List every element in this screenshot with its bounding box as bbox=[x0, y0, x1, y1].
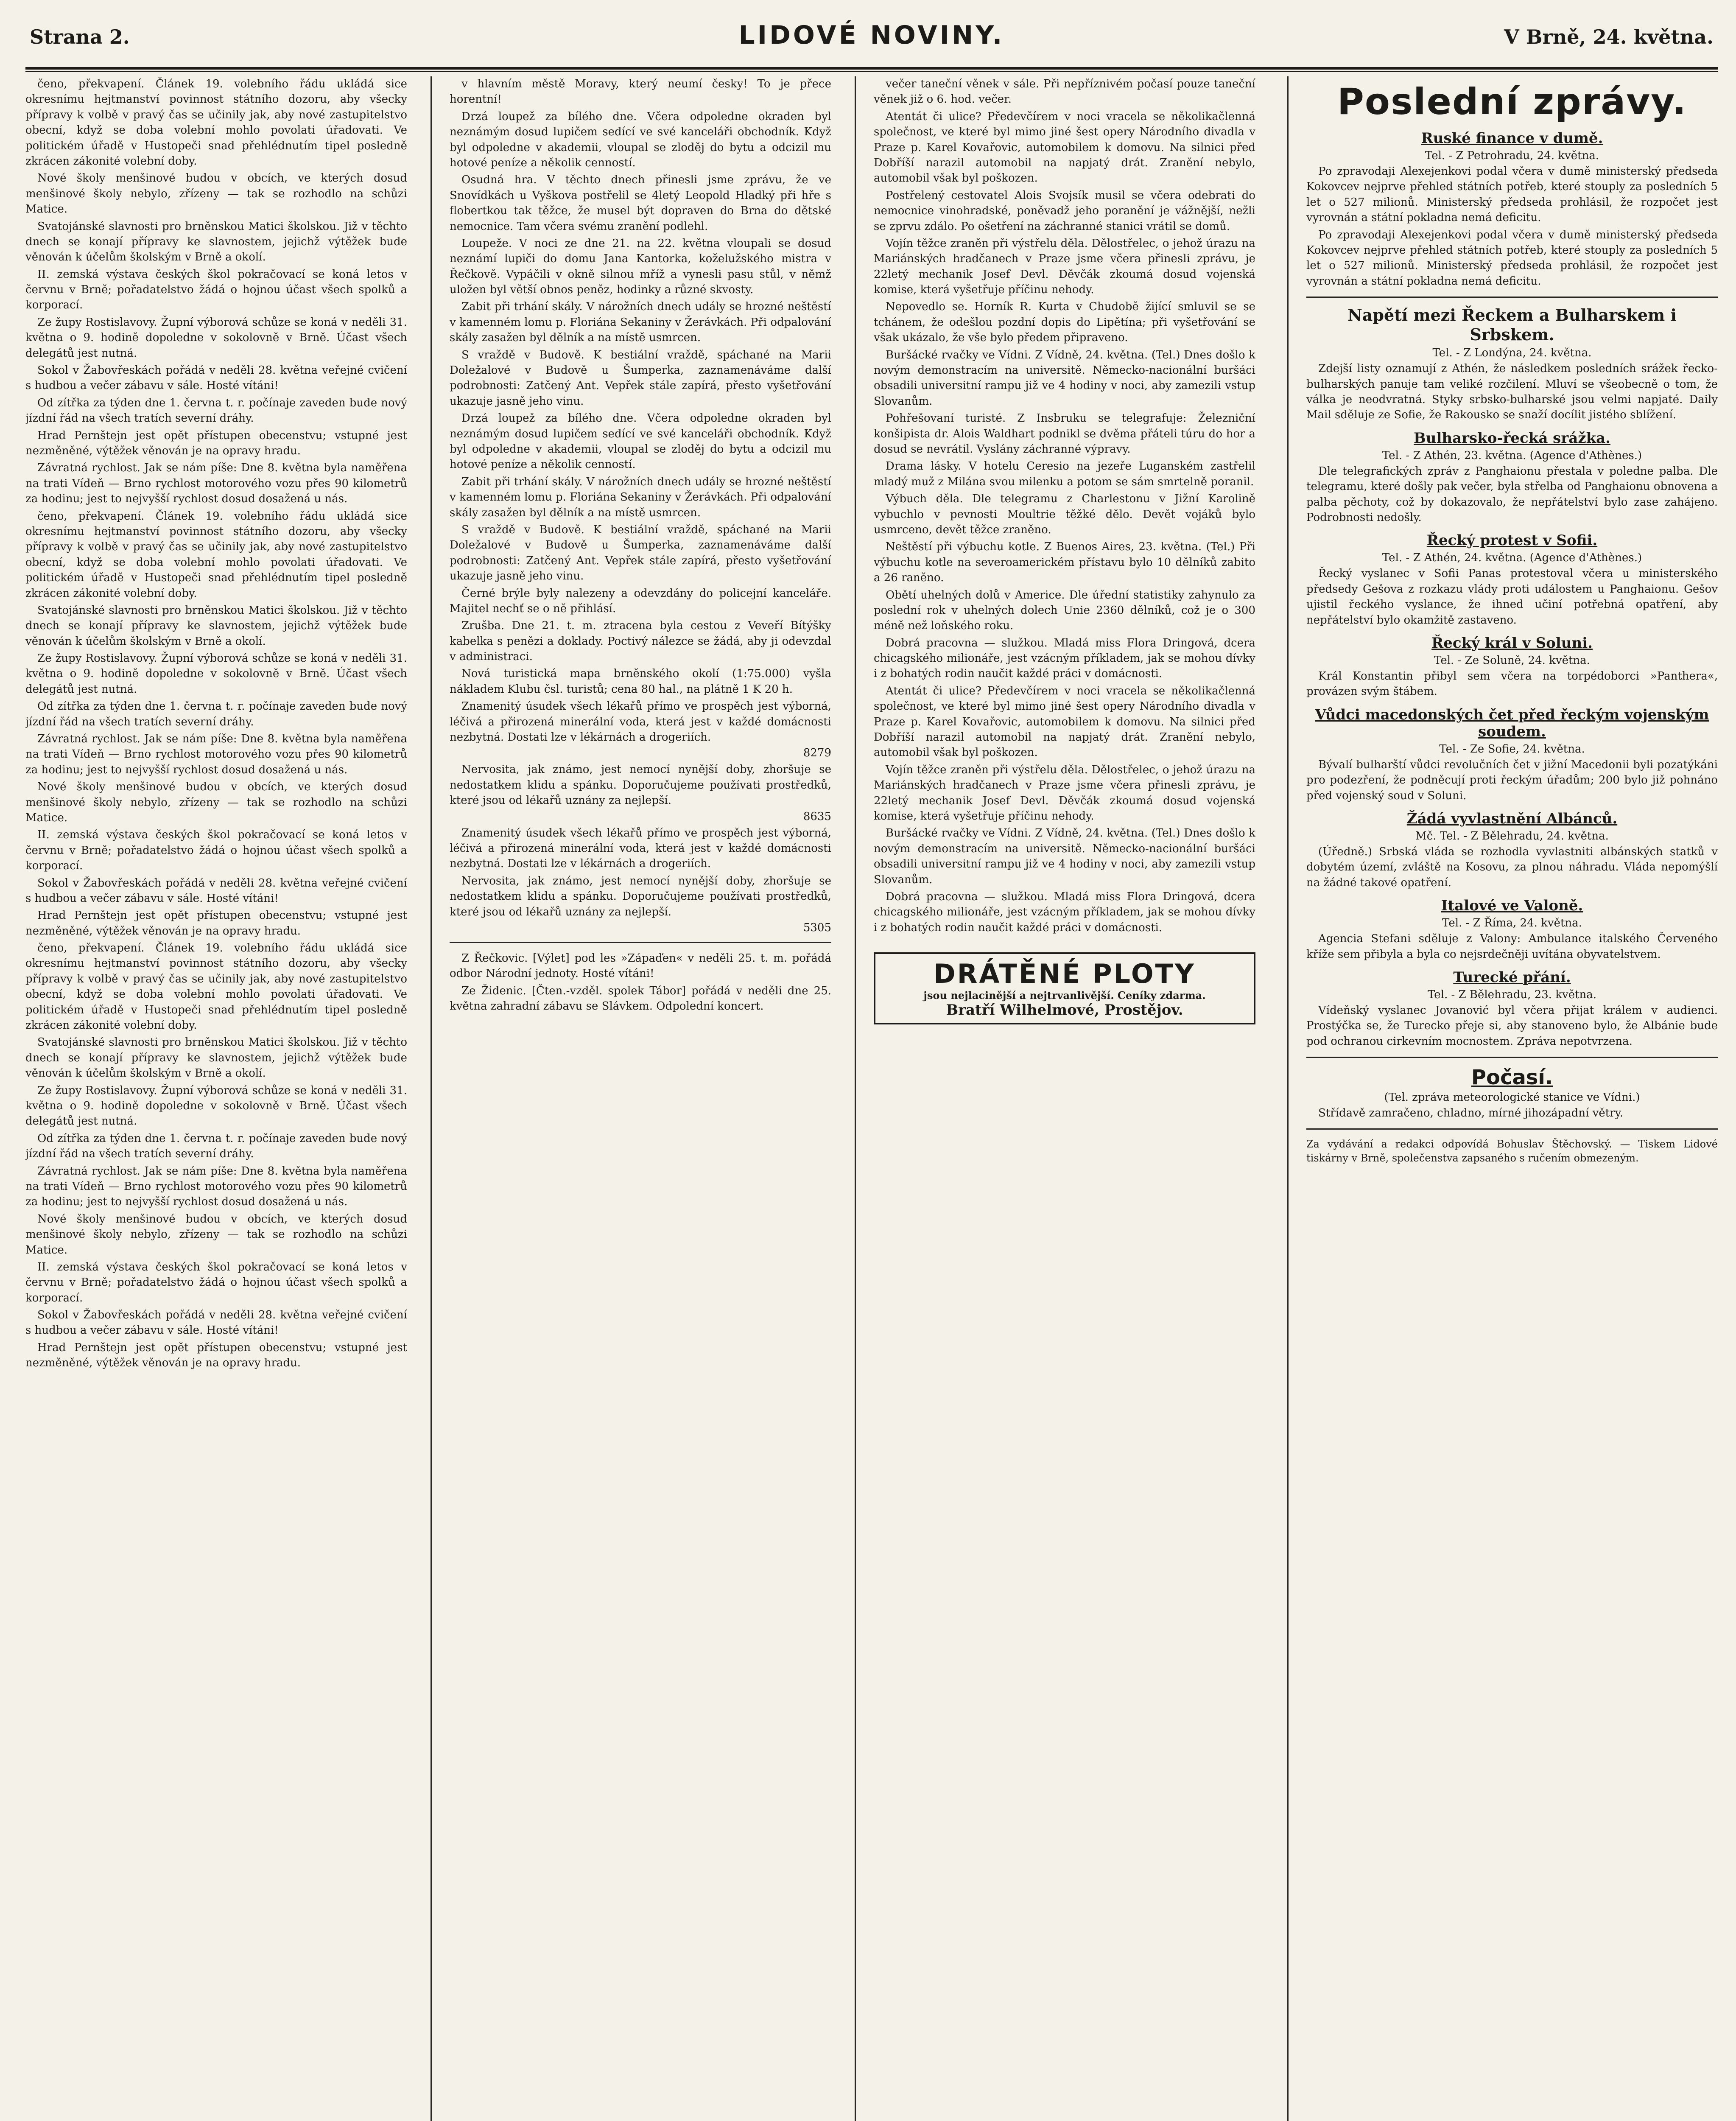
news-headline: Turecké přání. bbox=[1453, 968, 1571, 986]
article-paragraph: II. zemská výstava českých škol pokračovací se koná letos v červnu v Brně; pořadatelstvo žádá o hojnou účast všech spolků a korporací. bbox=[25, 1260, 407, 1304]
article-paragraph: Dobrá pracovna — služkou. Mladá miss Flora Dringová, dcera chicagského milionáře, jest vzácným příkladem, jak se mohou dívky i z bohatých rodin naučit každé práci v domácnosti. bbox=[874, 636, 1255, 680]
article-paragraph: čeno, překvapení. Článek 19. volebního řádu ukládá sice okresnímu hejtmanství povinnost státního dozoru, aby všecky přípravy k volbě v pravý čas se učinily jak, aby nové zastupitelstvo obecní, když se doba volební mohlo povolati úřadovati. Ve politickém úřadě v Hustopeči snad přehlédnutím tipel posledně zkrácen zákonité volební doby. bbox=[25, 78, 407, 168]
article-paragraph: Nepovedlo se. Horník R. Kurta v Chudobě žijící smluvil se se tchánem, že odešlou pozdní dopis do Lipětína; při vyšetřování se však ukázalo, že vše bylo předem připraveno. bbox=[874, 300, 1255, 344]
article-paragraph: Buršácké rvačky ve Vídni. Z Vídně, 24. května. (Tel.) Dnes došlo k novým demonstracím na universitě. Německo-nacionální buršáci obsadili universitní rampu již ve 4 hodiny v noci, aby zamezili vstup Slovanům. bbox=[874, 348, 1255, 408]
article-paragraph: Svatojánské slavnosti pro brněnskou Matici školskou. Již v těchto dnech se konají přípravy ke slavnostem, jejichž výtěžek bude věnován k účelům školským v Brně a okolí. bbox=[25, 220, 407, 264]
ad-firm: Bratří Wilhelmové, Prostějov. bbox=[946, 1002, 1183, 1019]
news-dateline: Tel. - Z Bělehradu, 23. května. bbox=[1427, 988, 1597, 1001]
article-paragraph: Nervosita, jak známo, jest nemocí nynější doby, zhoršuje se nedostatkem klidu a spánku. Doporučujeme používati prostředků, které jsou od lékařů uznány za nejlepší. bbox=[450, 874, 831, 918]
news-headline: Napětí mezi Řeckem a Bulharskem i Srbskem. bbox=[1347, 305, 1677, 344]
news-headline: Řecký král v Soluni. bbox=[1431, 635, 1593, 652]
header-rule bbox=[25, 67, 1718, 70]
news-dateline: Tel. - Z Petrohradu, 24. května. bbox=[1425, 149, 1599, 162]
article-paragraph: Znamenitý úsudek všech lékařů přímo ve prospěch jest výborná, léčivá a přirozená minerální voda, která jest v každé domácnosti nezbytná. Dostati lze v lékárnách a drogeriích. bbox=[450, 826, 831, 870]
ad-number: 8635 bbox=[803, 810, 831, 823]
news-dateline: Mč. Tel. - Z Bělehradu, 24. května. bbox=[1415, 829, 1609, 842]
article-paragraph: Závratná rychlost. Jak se nám píše: Dne 8. května byla naměřena na trati Vídeň — Brno rychlost motorového vozu přes 90 kilometrů za hodinu; jest to nejvyšší rychlost dosud dosažená u nás. bbox=[25, 462, 407, 506]
weather-text: Střídavě zamračeno, chladno, mírné jihozápadní větry. bbox=[1318, 1107, 1624, 1120]
section-title: Poslední zprávy. bbox=[1337, 81, 1687, 123]
article-paragraph: Buršácké rvačky ve Vídni. Z Vídně, 24. května. (Tel.) Dnes došlo k novým demonstracím na universitě. Německo-nacionální buršáci obsadili universitní rampu již ve 4 hodiny v noci, aby zamezili vstup Slovanům. bbox=[874, 827, 1255, 886]
notice: Ze Židenic. [Čten.-vzděl. spolek Tábor] pořádá v neděli dne 25. května zahradní zábavu se Slávkem. Odpolední koncert. bbox=[450, 984, 831, 1013]
news-dateline: Tel. - Z Londýna, 24. května. bbox=[1432, 347, 1592, 360]
article-paragraph: Nervosita, jak známo, jest nemocí nynější doby, zhoršuje se nedostatkem klidu a spánku. Doporučujeme používati prostředků, které jsou od lékařů uznány za nejlepší. bbox=[450, 763, 831, 807]
column-4 bbox=[1306, 76, 1718, 2121]
article-paragraph: Atentát či ulice? Předevčírem v noci vracela se několikačlenná společnost, ve které byl mimo jiné šest opery Národního divadla v Praze p. Karel Kovařovic, automobilem k domovu. Na silnici před Dobříší narazil automobil na napjatý drát. Zranění nebylo, automobil však byl poškozen. bbox=[874, 684, 1255, 759]
article-paragraph: Zabit při trhání skály. V nárožních dnech udály se hrozné neštěstí v kamenném lomu p. Floriána Sekaniny v Žerávkách. Při odpalování skály zasažen byl dělník a na místě usmrcen. bbox=[450, 475, 831, 519]
article-paragraph: Hrad Pernštejn jest opět přístupen obecenstvu; vstupné jest nezměněné, výtěžek věnován je na opravy hradu. bbox=[25, 429, 407, 457]
article-paragraph: Hrad Pernštejn jest opět přístupen obecenstvu; vstupné jest nezměněné, výtěžek věnován je na opravy hradu. bbox=[25, 1341, 407, 1370]
news-text: Zdejší listy oznamují z Athén, že následkem posledních srážek řecko-bulharských panuje tam veliké rozčilení. Mluví se všeobecně o tom, že válka je neodvratná. Styky srbsko-bulharské jsou velmi napjaté. Daily Mail sděluje ze Sofie, že Rakousko se snaží docílit jistého sblížení. bbox=[1306, 362, 1718, 422]
news-text: Král Konstantin přibyl sem včera na torpédoborci »Panthera«, provázen svým štábem. bbox=[1306, 670, 1718, 698]
imprint: Za vydávání a redakci odpovídá Bohuslav Štěchovský. — Tiskem Lidové tiskárny v Brně, společenstva zapsaného s ručením obmezeným. bbox=[1306, 1138, 1718, 1164]
news-text: Vídeňský vyslanec Jovanović byl včera přijat králem v audienci. Prostýčka se, že Turecko přeje si, aby stanoveno bylo, že Albánie bude pod ochranou cirkevním mocnostem. Zpráva nepotvrzena. bbox=[1306, 1004, 1718, 1048]
column-divider bbox=[1287, 76, 1289, 2121]
divider bbox=[1306, 1057, 1718, 1058]
article-paragraph: v hlavním městě Moravy, který neumí česky! To je přece horentní! bbox=[450, 78, 831, 106]
news-dateline: Tel. - Ze Soluně, 24. května. bbox=[1434, 654, 1590, 667]
news-headline: Ruské finance v dumě. bbox=[1421, 130, 1603, 147]
column-2 bbox=[450, 76, 831, 2121]
news-text: Dle telegrafických zpráv z Panghaionu přestala v poledne palba. Dle telegramu, které došly pak večer, byla střelba od Panghaionu obnovena a palba pěchoty, což by dokazovalo, že nepřátelství bylo zase zahájeno. Podrobnosti nedošly. bbox=[1306, 464, 1718, 524]
article-paragraph: II. zemská výstava českých škol pokračovací se koná letos v červnu v Brně; pořadatelstvo žádá o hojnou účast všech spolků a korporací. bbox=[25, 828, 407, 873]
newspaper-page bbox=[25, 17, 1718, 2121]
article-paragraph: Od zítřka za týden dne 1. června t. r. počínaje zaveden bude nový jízdní řád na všech tratích severní dráhy. bbox=[25, 396, 407, 425]
column-divider bbox=[855, 76, 856, 2121]
ad-number: 5305 bbox=[803, 921, 831, 934]
article-paragraph: Loupeže. V noci ze dne 21. na 22. května vloupali se dosud neznámí lupiči do domu Jana Kantorka, koželužského mistra v Řečkově. Vypáčili v okně silnou mříž a vynesli pasu stůl, v němž uložen byl větší obnos peněz, hodinky a různé skvosty. bbox=[450, 237, 831, 297]
news-dateline: Tel. - Z Athén, 24. května. (Agence d'Athènes.) bbox=[1382, 551, 1642, 565]
divider bbox=[450, 942, 831, 943]
article-paragraph: Pohřešovaní turisté. Z Insbruku se telegrafuje: Železniční konšipista dr. Alois Waldhart podnikl se dvěma přáteli túru do hor a dosud se nevrátil. Vyslány záchranné výpravy. bbox=[874, 412, 1255, 456]
news-text: Bývalí bulharští vůdci revolučních čet v jižní Macedonii byli pozatýkáni pro podezření, že podněcují proti řeckým úřadům; 200 bylo již pohnáno před vojenský soud v Soluni. bbox=[1306, 758, 1718, 802]
article-paragraph: Sokol v Žabovřeskách pořádá v neděli 28. května veřejné cvičení s hudbou a večer zábavu v sále. Hosté vítáni! bbox=[25, 1309, 407, 1337]
article-paragraph: Nová turistická mapa brněnského okolí (1:75.000) vyšla nákladem Klubu čsl. turistů; cena 80 hal., na plátně 1 K 20 h. bbox=[450, 667, 831, 696]
article-paragraph: S vraždě v Budově. K bestiální vraždě, spáchané na Marii Doležalové v Budově u Šumperka, zaznamenáváme další podrobnosti: Zatčený Ant. Vepřek stále zapírá, přesto vyšetřování ukazuje jasně jeho vinu. bbox=[450, 348, 831, 408]
article-paragraph: Nové školy menšinové budou v obcích, ve kterých dosud menšinové školy nebylo, zřízeny — tak se rozhodlo na schůzi Matice. bbox=[25, 781, 407, 824]
article-paragraph: Neštěstí při výbuchu kotle. Z Buenos Aires, 23. května. (Tel.) Při výbuchu kotle na severoamerickém přístavu bylo 10 dělníků zabito a 26 raněno. bbox=[874, 540, 1255, 585]
columns bbox=[25, 76, 1718, 2121]
news-dateline: Tel. - Ze Sofie, 24. května. bbox=[1439, 742, 1585, 756]
column-3 bbox=[874, 76, 1255, 2121]
article-paragraph: Znamenitý úsudek všech lékařů přímo ve prospěch jest výborná, léčivá a přirozená minerální voda, která jest v každé domácnosti nezbytná. Dostati lze v lékárnách a drogeriích. bbox=[450, 700, 831, 744]
column-1 bbox=[25, 76, 407, 2121]
news-text: Po zpravodaji Alexejenkovi podal včera v dumě ministerský předseda Kokovcev nejprve přehled státních potřeb, které stouply za posledních 5 let o 527 milionů. Ministerský předseda prohlásil, že rozpočet jest vyrovnán a státní pokladna nemá deficitu. bbox=[1306, 165, 1718, 224]
news-text: Po zpravodaji Alexejenkovi podal včera v dumě ministerský předseda Kokovcev nejprve přehled státních potřeb, které stouply za posledních 5 let o 527 milionů. Ministerský předseda prohlásil, že rozpočet jest vyrovnán a státní pokladna nemá deficitu. bbox=[1306, 228, 1718, 288]
ad-number: 8279 bbox=[803, 747, 831, 760]
article-paragraph: Sokol v Žabovřeskách pořádá v neděli 28. května veřejné cvičení s hudbou a večer zábavu v sále. Hosté vítáni! bbox=[25, 364, 407, 392]
article-paragraph: Vojín těžce zraněn při výstřelu děla. Dělostřelec, o jehož úrazu na Mariánských hradčanech v Praze jsme včera přinesli zprávu, je 22letý mechanik Josef Devl. Děvčák zkoumá dosud vojenská komise, která vyšetřuje příčinu nehody. bbox=[874, 237, 1255, 297]
article-paragraph: II. zemská výstava českých škol pokračovací se koná letos v červnu v Brně; pořadatelstvo žádá o hojnou účast všech spolků a korporací. bbox=[25, 268, 407, 312]
article-paragraph: čeno, překvapení. Článek 19. volebního řádu ukládá sice okresnímu hejtmanství povinnost státního dozoru, aby všecky přípravy k volbě v pravý čas se učinily jak, aby nové zastupitelstvo obecní, když se doba volební mohlo povolati úřadovati. Ve politickém úřadě v Hustopeči snad přehlédnutím tipel posledně zkrácen zákonité volební doby. bbox=[25, 509, 407, 600]
ad-subtitle: jsou nejlacinější a nejtrvanlivější. Ceníky zdarma. bbox=[923, 989, 1206, 1002]
article-paragraph: Svatojánské slavnosti pro brněnskou Matici školskou. Již v těchto dnech se konají přípravy ke slavnostem, jejichž výtěžek bude věnován k účelům školským v Brně a okolí. bbox=[25, 1036, 407, 1080]
article-paragraph: Dobrá pracovna — služkou. Mladá miss Flora Dringová, dcera chicagského milionáře, jest vzácným příkladem, jak se mohou dívky i z bohatých rodin naučit každé práci v domácnosti. bbox=[874, 890, 1255, 934]
article-paragraph: Drama lásky. V hotelu Ceresio na jezeře Luganském zastřelil mladý muž z Milána svou milenku a potom se sám smrtelně poranil. bbox=[874, 460, 1255, 488]
news-text: Řecký vyslanec v Sofii Panas protestoval včera u ministerského předsedy Gešova z rozkazu vlády proti událostem u Panghaionu. Gešov ujistil řeckého vyslance, že ihned učiní potřebná opatření, aby nepřátelství bylo okamžitě zastaveno. bbox=[1306, 567, 1718, 627]
divider bbox=[1306, 1128, 1718, 1130]
news-headline: Řecký protest v Sofii. bbox=[1426, 532, 1598, 549]
article-paragraph: Sokol v Žabovřeskách pořádá v neděli 28. května veřejné cvičení s hudbou a večer zábavu v sále. Hosté vítáni! bbox=[25, 876, 407, 905]
weather-source: (Tel. zpráva meteorologické stanice ve Vídni.) bbox=[1384, 1091, 1640, 1104]
article-paragraph: S vraždě v Budově. K bestiální vraždě, spáchané na Marii Doležalové v Budově u Šumperka, zaznamenáváme další podrobnosti: Zatčený Ant. Vepřek stále zapírá, přesto vyšetřování ukazuje jasně jeho vinu. bbox=[450, 523, 831, 583]
article-paragraph: čeno, překvapení. Článek 19. volebního řádu ukládá sice okresnímu hejtmanství povinnost státního dozoru, aby všecky přípravy k volbě v pravý čas se učinily jak, aby nové zastupitelstvo obecní, když se doba volební mohlo povolati úřadovati. Ve politickém úřadě v Hustopeči snad přehlédnutím tipel posledně zkrácen zákonité volební doby. bbox=[25, 942, 407, 1032]
article-paragraph: Ze župy Rostislavovy. Župní výborová schůze se koná v neděli 31. května o 9. hodině dopoledne v sokolovně v Brně. Účast všech delegátů jest nutná. bbox=[25, 1084, 407, 1128]
news-text: Agencia Stefani sděluje z Valony: Ambulance italského Červeného kříže sem přibyla a byla co nejsrdečněji uvítána obyvatelstvem. bbox=[1306, 932, 1718, 961]
news-dateline: Tel. - Z Athén, 23. května. (Agence d'Athènes.) bbox=[1382, 449, 1642, 462]
notice: Z Řečkovic. [Výlet] pod les »Zápaďen« v neděli 25. t. m. pořádá odbor Národní jednoty. Hosté vítáni! bbox=[450, 951, 831, 980]
article-paragraph: Obětí uhelných dolů v Americe. Dle úřední statistiky zahynulo za poslední rok v uhelných dolech Unie 2360 dělníků, což je o 300 méně než loňského roku. bbox=[874, 588, 1255, 632]
news-headline: Vůdci macedonských čet před řeckým vojenským soudem. bbox=[1315, 706, 1709, 740]
article-paragraph: Drzá loupež za bílého dne. Včera odpoledne okraden byl neznámým dosud lupičem sedící ve své kanceláři obchodník. Když byl odpoledne v akademii, vloupal se zloděj do bytu a odcizil mu hotové peníze a několik cenností. bbox=[450, 110, 831, 169]
article-paragraph: Od zítřka za týden dne 1. června t. r. počínaje zaveden bude nový jízdní řád na všech tratích severní dráhy. bbox=[25, 700, 407, 728]
dateline: V Brně, 24. května. bbox=[1504, 25, 1714, 48]
article-paragraph: Zabit při trhání skály. V nárožních dnech udály se hrozné neštěstí v kamenném lomu p. Floriána Sekaniny v Žerávkách. Při odpalování skály zasažen byl dělník a na místě usmrcen. bbox=[450, 300, 831, 344]
article-paragraph: Drzá loupež za bílého dne. Včera odpoledne okraden byl neznámým dosud lupičem sedící ve své kanceláři obchodník. Když byl odpoledne v akademii, vloupal se zloděj do bytu a odcizil mu hotové peníze a několik cenností. bbox=[450, 412, 831, 471]
masthead: LIDOVÉ NOVINY. bbox=[738, 20, 1005, 50]
article-paragraph: Nové školy menšinové budou v obcích, ve kterých dosud menšinové školy nebylo, zřízeny — tak se rozhodlo na schůzi Matice. bbox=[25, 172, 407, 216]
article-paragraph: Hrad Pernštejn jest opět přístupen obecenstvu; vstupné jest nezměněné, výtěžek věnován je na opravy hradu. bbox=[25, 909, 407, 937]
article-paragraph: Nové školy menšinové budou v obcích, ve kterých dosud menšinové školy nebylo, zřízeny — tak se rozhodlo na schůzi Matice. bbox=[25, 1212, 407, 1256]
divider bbox=[1306, 297, 1718, 298]
ad-title: DRÁTĚNÉ PLOTY bbox=[934, 958, 1196, 990]
news-headline: Italové ve Valoně. bbox=[1441, 897, 1583, 915]
page-number: Strana 2. bbox=[30, 25, 130, 48]
article-paragraph: večer taneční věnek v sále. Při nepříznivém počasí pouze taneční věnek již o 6. hod. večer. bbox=[874, 78, 1255, 106]
column-divider bbox=[431, 76, 432, 2121]
article-paragraph: Černé brýle byly nalezeny a odevzdány do policejní kanceláře. Majitel nechť se o ně přihlásí. bbox=[450, 587, 831, 615]
advertisement bbox=[874, 952, 1255, 1024]
header-rule-thin bbox=[25, 71, 1718, 72]
news-headline: Bulharsko-řecká srážka. bbox=[1413, 429, 1610, 447]
article-paragraph: Výbuch děla. Dle telegramu z Charlestonu v Jižní Karolině vybuchlo v pevnosti Moultrie těžké dělo. Devět vojáků bylo usmrceno, devět těžce zraněno. bbox=[874, 492, 1255, 536]
article-paragraph: Ze župy Rostislavovy. Župní výborová schůze se koná v neděli 31. května o 9. hodině dopoledne v sokolovně v Brně. Účast všech delegátů jest nutná. bbox=[25, 316, 407, 360]
news-text: (Úředně.) Srbská vláda se rozhodla vyvlastniti albánských statků v dobytém území, zvláště na Kosovu, za plnou náhradu. Vláda nepomýšlí na žádné takové opatření. bbox=[1306, 845, 1718, 889]
article-paragraph: Ze župy Rostislavovy. Župní výborová schůze se koná v neděli 31. května o 9. hodině dopoledne v sokolovně v Brně. Účast všech delegátů jest nutná. bbox=[25, 652, 407, 696]
article-paragraph: Závratná rychlost. Jak se nám píše: Dne 8. května byla naměřena na trati Vídeň — Brno rychlost motorového vozu přes 90 kilometrů za hodinu; jest to nejvyšší rychlost dosud dosažená u nás. bbox=[25, 1164, 407, 1209]
article-paragraph: Postřelený cestovatel Alois Svojsík musil se včera odebrati do nemocnice vinohradské, poněvadž jeho poranění je vážnější, nežli se zprvu zdálo. Po ošetření na záchranné stanici vrátil se domů. bbox=[874, 189, 1255, 233]
article-paragraph: Zrušba. Dne 21. t. m. ztracena byla cestou z Veveří Bítýšky kabelka s penězi a doklady. Poctivý nálezce se žádá, aby ji odevzdal v administraci. bbox=[450, 619, 831, 663]
article-paragraph: Vojín těžce zraněn při výstřelu děla. Dělostřelec, o jehož úrazu na Mariánských hradčanech v Praze jsme včera přinesli zprávu, je 22letý mechanik Josef Devl. Děvčák zkoumá dosud vojenská komise, která vyšetřuje příčinu nehody. bbox=[874, 763, 1255, 823]
news-headline: Žádá vyvlastnění Albánců. bbox=[1406, 810, 1618, 827]
weather-title: Počasí. bbox=[1471, 1066, 1553, 1090]
article-paragraph: Od zítřka za týden dne 1. června t. r. počínaje zaveden bude nový jízdní řád na všech tratích severní dráhy. bbox=[25, 1132, 407, 1161]
news-dateline: Tel. - Z Říma, 24. května. bbox=[1442, 917, 1582, 930]
article-paragraph: Atentát či ulice? Předevčírem v noci vracela se několikačlenná společnost, ve které byl mimo jiné šest opery Národního divadla v Praze p. Karel Kovařovic, automobilem k domovu. Na silnici před Dobříší narazil automobil na napjatý drát. Zranění nebylo, automobil však byl poškozen. bbox=[874, 110, 1255, 185]
article-paragraph: Svatojánské slavnosti pro brněnskou Matici školskou. Již v těchto dnech se konají přípravy ke slavnostem, jejichž výtěžek bude věnován k účelům školským v Brně a okolí. bbox=[25, 604, 407, 648]
article-paragraph: Osudná hra. V těchto dnech přinesli jsme zprávu, že ve Snovídkách u Vyškova postřelil se 4letý Leopold Hladký při hře s flobertkou tak těžce, že musel být dopraven do Brna do dětské nemocnice. Tam včera svému zranění podlehl. bbox=[450, 173, 831, 233]
article-paragraph: Závratná rychlost. Jak se nám píše: Dne 8. května byla naměřena na trati Vídeň — Brno rychlost motorového vozu přes 90 kilometrů za hodinu; jest to nejvyšší rychlost dosud dosažená u nás. bbox=[25, 733, 407, 776]
page-header bbox=[25, 17, 1718, 64]
